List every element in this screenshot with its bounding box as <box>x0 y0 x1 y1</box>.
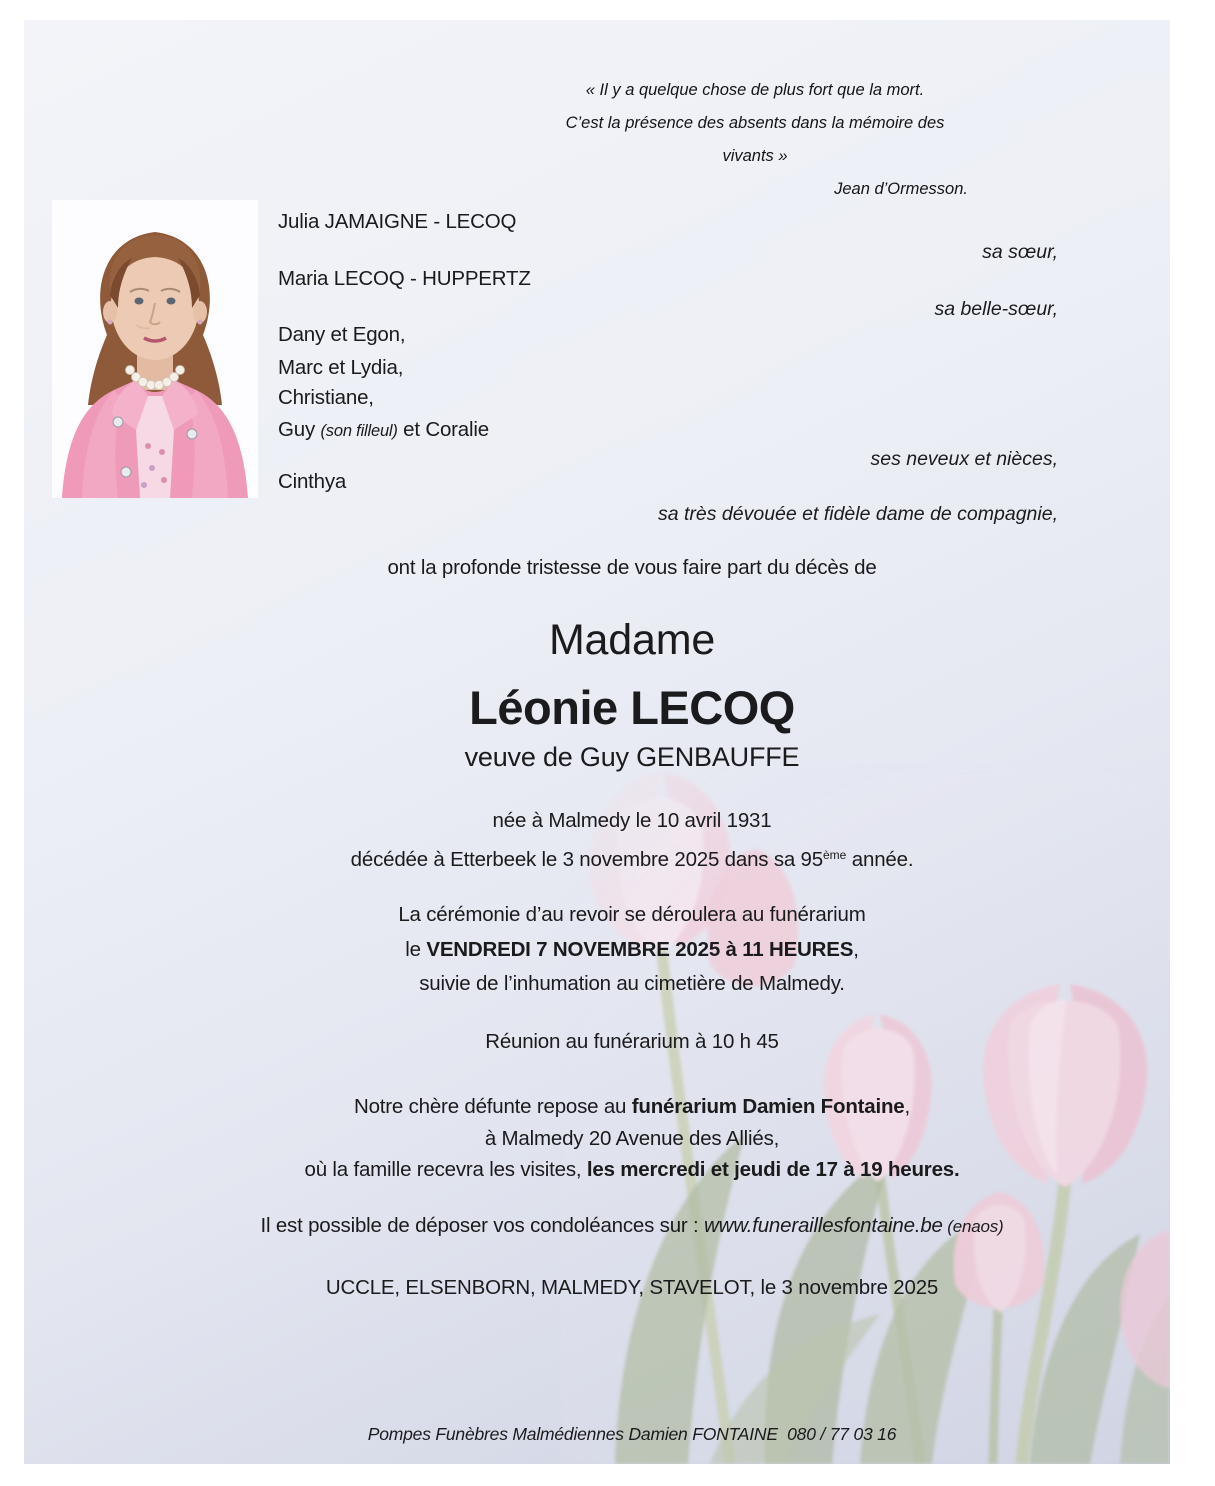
visits-prefix: où la famille recevra les visites, <box>304 1158 587 1181</box>
family-name-companion: Cinthya <box>278 470 347 493</box>
birth-death-block <box>104 804 1160 877</box>
relation-label-sister: sa sœur, <box>982 241 1058 263</box>
repose-line-2: à Malmedy 20 Avenue des Alliés, <box>484 1126 780 1150</box>
family-name-sister-in-law: Maria LECOQ - HUPPERTZ <box>278 267 531 290</box>
ceremony-date-suffix: , <box>853 937 859 961</box>
guy-godson-note: (son filleul) <box>320 422 398 440</box>
ceremony-block <box>104 898 1160 1002</box>
widow-line: veuve de Guy GENBAUFFE <box>464 742 800 772</box>
obituary-card <box>24 20 1170 1464</box>
family-name-sister: Julia JAMAIGNE - LECOQ <box>278 210 517 233</box>
quote-attribution: Jean d’Ormesson. <box>834 180 968 198</box>
memorial-quote <box>540 74 970 206</box>
quote-line-1: « Il y a quelque chose de plus fort que la mort. <box>585 81 925 99</box>
ceremony-line-1: La cérémonie d’au revoir se déroulera au funérarium <box>398 903 866 926</box>
condolences-enaos-note: (enaos) <box>942 1217 1004 1236</box>
birth-line: née à Malmedy le 10 avril 1931 <box>492 809 772 832</box>
death-line <box>104 838 1160 877</box>
funerarium-name-bold: funérarium Damien Fontaine <box>631 1095 905 1118</box>
repose-block <box>104 1091 1160 1186</box>
deceased-name: Léonie LECOQ <box>469 681 795 734</box>
family-name-nephew-guy <box>278 418 489 442</box>
portrait-illustration <box>52 200 258 498</box>
condolences-prefix: Il est possible de déposer vos condoléances sur : <box>260 1214 705 1237</box>
repose-line-3 <box>104 1154 1160 1186</box>
meeting-line: Réunion au funérarium à 10 h 45 <box>485 1030 779 1053</box>
death-age-superscript: ème <box>822 848 847 862</box>
family-name-nephew-2: Marc et Lydia, <box>278 356 404 379</box>
visits-hours-bold: les mercredi et jeudi de 17 à 19 heures. <box>586 1158 960 1181</box>
ceremony-line-2 <box>104 933 1160 968</box>
relation-label-sister-in-law: sa belle-sœur, <box>934 298 1058 320</box>
closing-cities-date-line: UCCLE, ELSENBORN, MALMEDY, STAVELOT, le 3 novembre 2025 <box>325 1276 939 1299</box>
deceased-title: Madame <box>548 616 716 664</box>
family-name-nephew-3: Christiane, <box>278 386 374 409</box>
repose-line-1 <box>104 1091 1160 1123</box>
family-name-nephew-1: Dany et Egon, <box>278 323 406 346</box>
ceremony-date-bold: VENDREDI 7 NOVEMBRE 2025 à 11 HEURES <box>426 937 854 961</box>
guy-suffix: et Coralie <box>397 418 489 441</box>
ceremony-date-prefix: le <box>405 937 427 961</box>
death-suffix: année. <box>846 848 914 871</box>
guy-prefix: Guy <box>278 418 321 441</box>
relation-label-nephews: ses neveux et nièces, <box>870 448 1058 470</box>
condolences-url: www.funeraillesfontaine.be <box>704 1214 943 1237</box>
condolences-line <box>104 1214 1160 1238</box>
portrait-photo <box>52 200 258 498</box>
repose-prefix: Notre chère défunte repose au <box>353 1095 632 1118</box>
quote-line-2: C’est la présence des absents dans la mémoire des vivants » <box>565 114 945 165</box>
relation-label-companion: sa très dévouée et fidèle dame de compagnie, <box>657 503 1058 525</box>
ceremony-line-3: suivie de l’inhumation au cimetière de Malmedy. <box>419 972 845 995</box>
repose-suffix: , <box>904 1095 910 1118</box>
announcement-line: ont la profonde tristesse de vous faire part du décès de <box>387 556 877 579</box>
funeral-home-footer: Pompes Funèbres Malmédiennes Damien FONTAINE 080 / 77 03 16 <box>367 1424 897 1444</box>
death-prefix: décédée à Etterbeek le 3 novembre 2025 dans sa 95 <box>350 848 823 871</box>
